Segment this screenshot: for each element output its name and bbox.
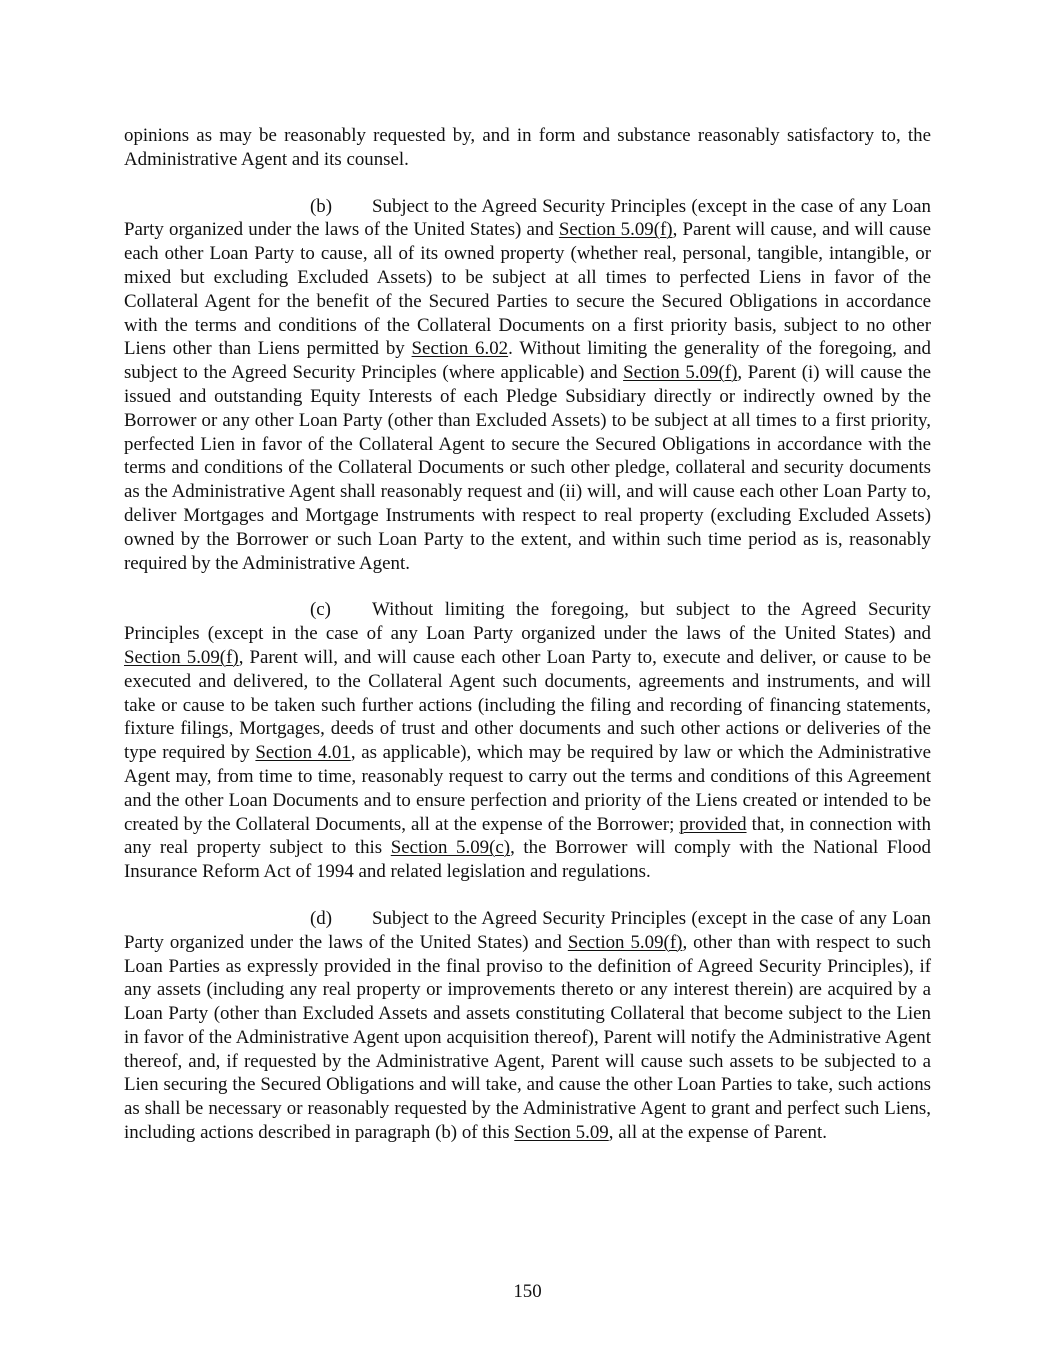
- paragraph-d-text-3: , all at the expense of Parent.: [608, 1122, 827, 1144]
- paragraph-c-text-2: , Parent will, and will cause each other Loan Party to, execute and deliver, or cause to be executed and delivered, to the Collateral Agent such documents, agreements and instruments, and will take or cause to be taken such further actions (including the filing and recording of financing statements, fixture filings, Mortgages, deeds of trust and other documents and such other actions or deliveries of the type required by: [124, 646, 931, 764]
- section-reference-link[interactable]: Section 5.09(f): [124, 646, 239, 668]
- paragraph-intro-text: opinions as may be reasonably requested by, and in form and substance reasonably satisfactory to, the Administrative Agent and its counsel.: [124, 125, 931, 170]
- paragraph-c-text-4: that, in connection with any real property subject to this: [124, 813, 931, 859]
- section-reference-link[interactable]: Section 5.09(c): [390, 837, 511, 859]
- paragraph-b-text-2: , Parent will cause, and will cause each other Loan Party to cause, all of its owned property (whether real, personal, tangible, intangible, or mixed but excluding Excluded Assets) to be subject at all times to perfected Liens in favor of the Collateral Agent for the benefit of the Secured Parties to secure the Secured Obligations in accordance with the terms and conditions of the Collateral Documents on a first priority basis, subject to no other Liens other than Liens permitted by: [124, 219, 931, 360]
- paragraph-c-text-5: , the Borrower will comply with the National Flood Insurance Reform Act of 1994 and related legislation and regulations.: [124, 837, 931, 883]
- paragraph-d-text-2: , other than with respect to such Loan Parties as expressly provided in the final proviso to the definition of Agreed Security Principles), if any assets (including any real property or improvements thereto or any interest therein) are acquired by a Loan Party (other than Excluded Assets and assets constituting Collateral that become subject to the Lien in favor of the Administrative Agent upon acquisition thereof), Parent will notify the Administrative Agent thereof, and, if requested by the Administrative Agent, Parent will cause such assets to be subjected to a Lien securing the Secured Obligations and will take, and cause the other Loan Parties to take, such actions as shall be necessary or reasonably requested by the Administrative Agent to grant and perfect such Liens, including actions described in paragraph (b) of this: [124, 931, 931, 1144]
- page-number: 150: [513, 1281, 542, 1302]
- section-reference-link[interactable]: Section 5.09(f): [623, 362, 738, 384]
- paragraph-b: [124, 195, 931, 576]
- section-reference-link[interactable]: Section 5.09(f): [567, 931, 683, 953]
- section-reference-link[interactable]: Section 6.02: [411, 338, 509, 360]
- paragraph-c-text-1: Without limiting the foregoing, but subject to the Agreed Security Principles (except in the case of any Loan Party organized under the laws of the United States) and: [124, 599, 931, 645]
- paragraph-d-marker: (d): [310, 907, 333, 929]
- paragraph-c: [124, 598, 931, 884]
- paragraph-d: [124, 907, 931, 1145]
- paragraph-b-text-3: . Without limiting the generality of the foregoing, and subject to the Agreed Security Principles (where applicable) and: [124, 338, 931, 384]
- paragraph-b-text-1: Subject to the Agreed Security Principles (except in the case of any Loan Party organized under the laws of the United States) and: [124, 195, 931, 241]
- paragraph-d-text-1: Subject to the Agreed Security Principles (except in the case of any Loan Party organized under the laws of the United States) and: [124, 907, 931, 953]
- paragraph-c-text-3: , as applicable), which may be required by law or which the Administrative Agent may, from time to time, reasonably request to carry out the terms and conditions of this Agreement and the other Loan Documents and to ensure perfection and priority of the Liens created or intended to be created by the Collateral Documents, all at the expense of the Borrower;: [124, 742, 931, 835]
- paragraph-b-text-4: , Parent (i) will cause the issued and outstanding Equity Interests of each Pledge Subsidiary directly or indirectly owned by the Borrower or any other Loan Party (other than Excluded Assets) to be subject at all times to a first priority, perfected Lien in favor of the Collateral Agent to secure the Secured Obligations in accordance with the terms and conditions of the Collateral Documents or such other pledge, collateral and security documents as the Administrative Agent shall reasonably request and (ii) will, and will cause each other Loan Party to, deliver Mortgages and Mortgage Instruments with respect to real property (excluding Excluded Assets) owned by the Borrower or such Loan Party to the extent, and within such time period as is, reasonably required by the Administrative Agent.: [124, 362, 932, 574]
- section-reference-link[interactable]: Section 5.09: [514, 1122, 609, 1144]
- paragraph-intro: [124, 124, 931, 172]
- section-reference-link[interactable]: Section 4.01: [255, 742, 351, 764]
- provided-emphasis: provided: [679, 813, 747, 835]
- paragraph-b-marker: (b): [310, 195, 333, 217]
- section-reference-link[interactable]: Section 5.09(f): [558, 219, 673, 241]
- paragraph-c-marker: (c): [310, 599, 331, 621]
- document-page: [124, 124, 931, 1168]
